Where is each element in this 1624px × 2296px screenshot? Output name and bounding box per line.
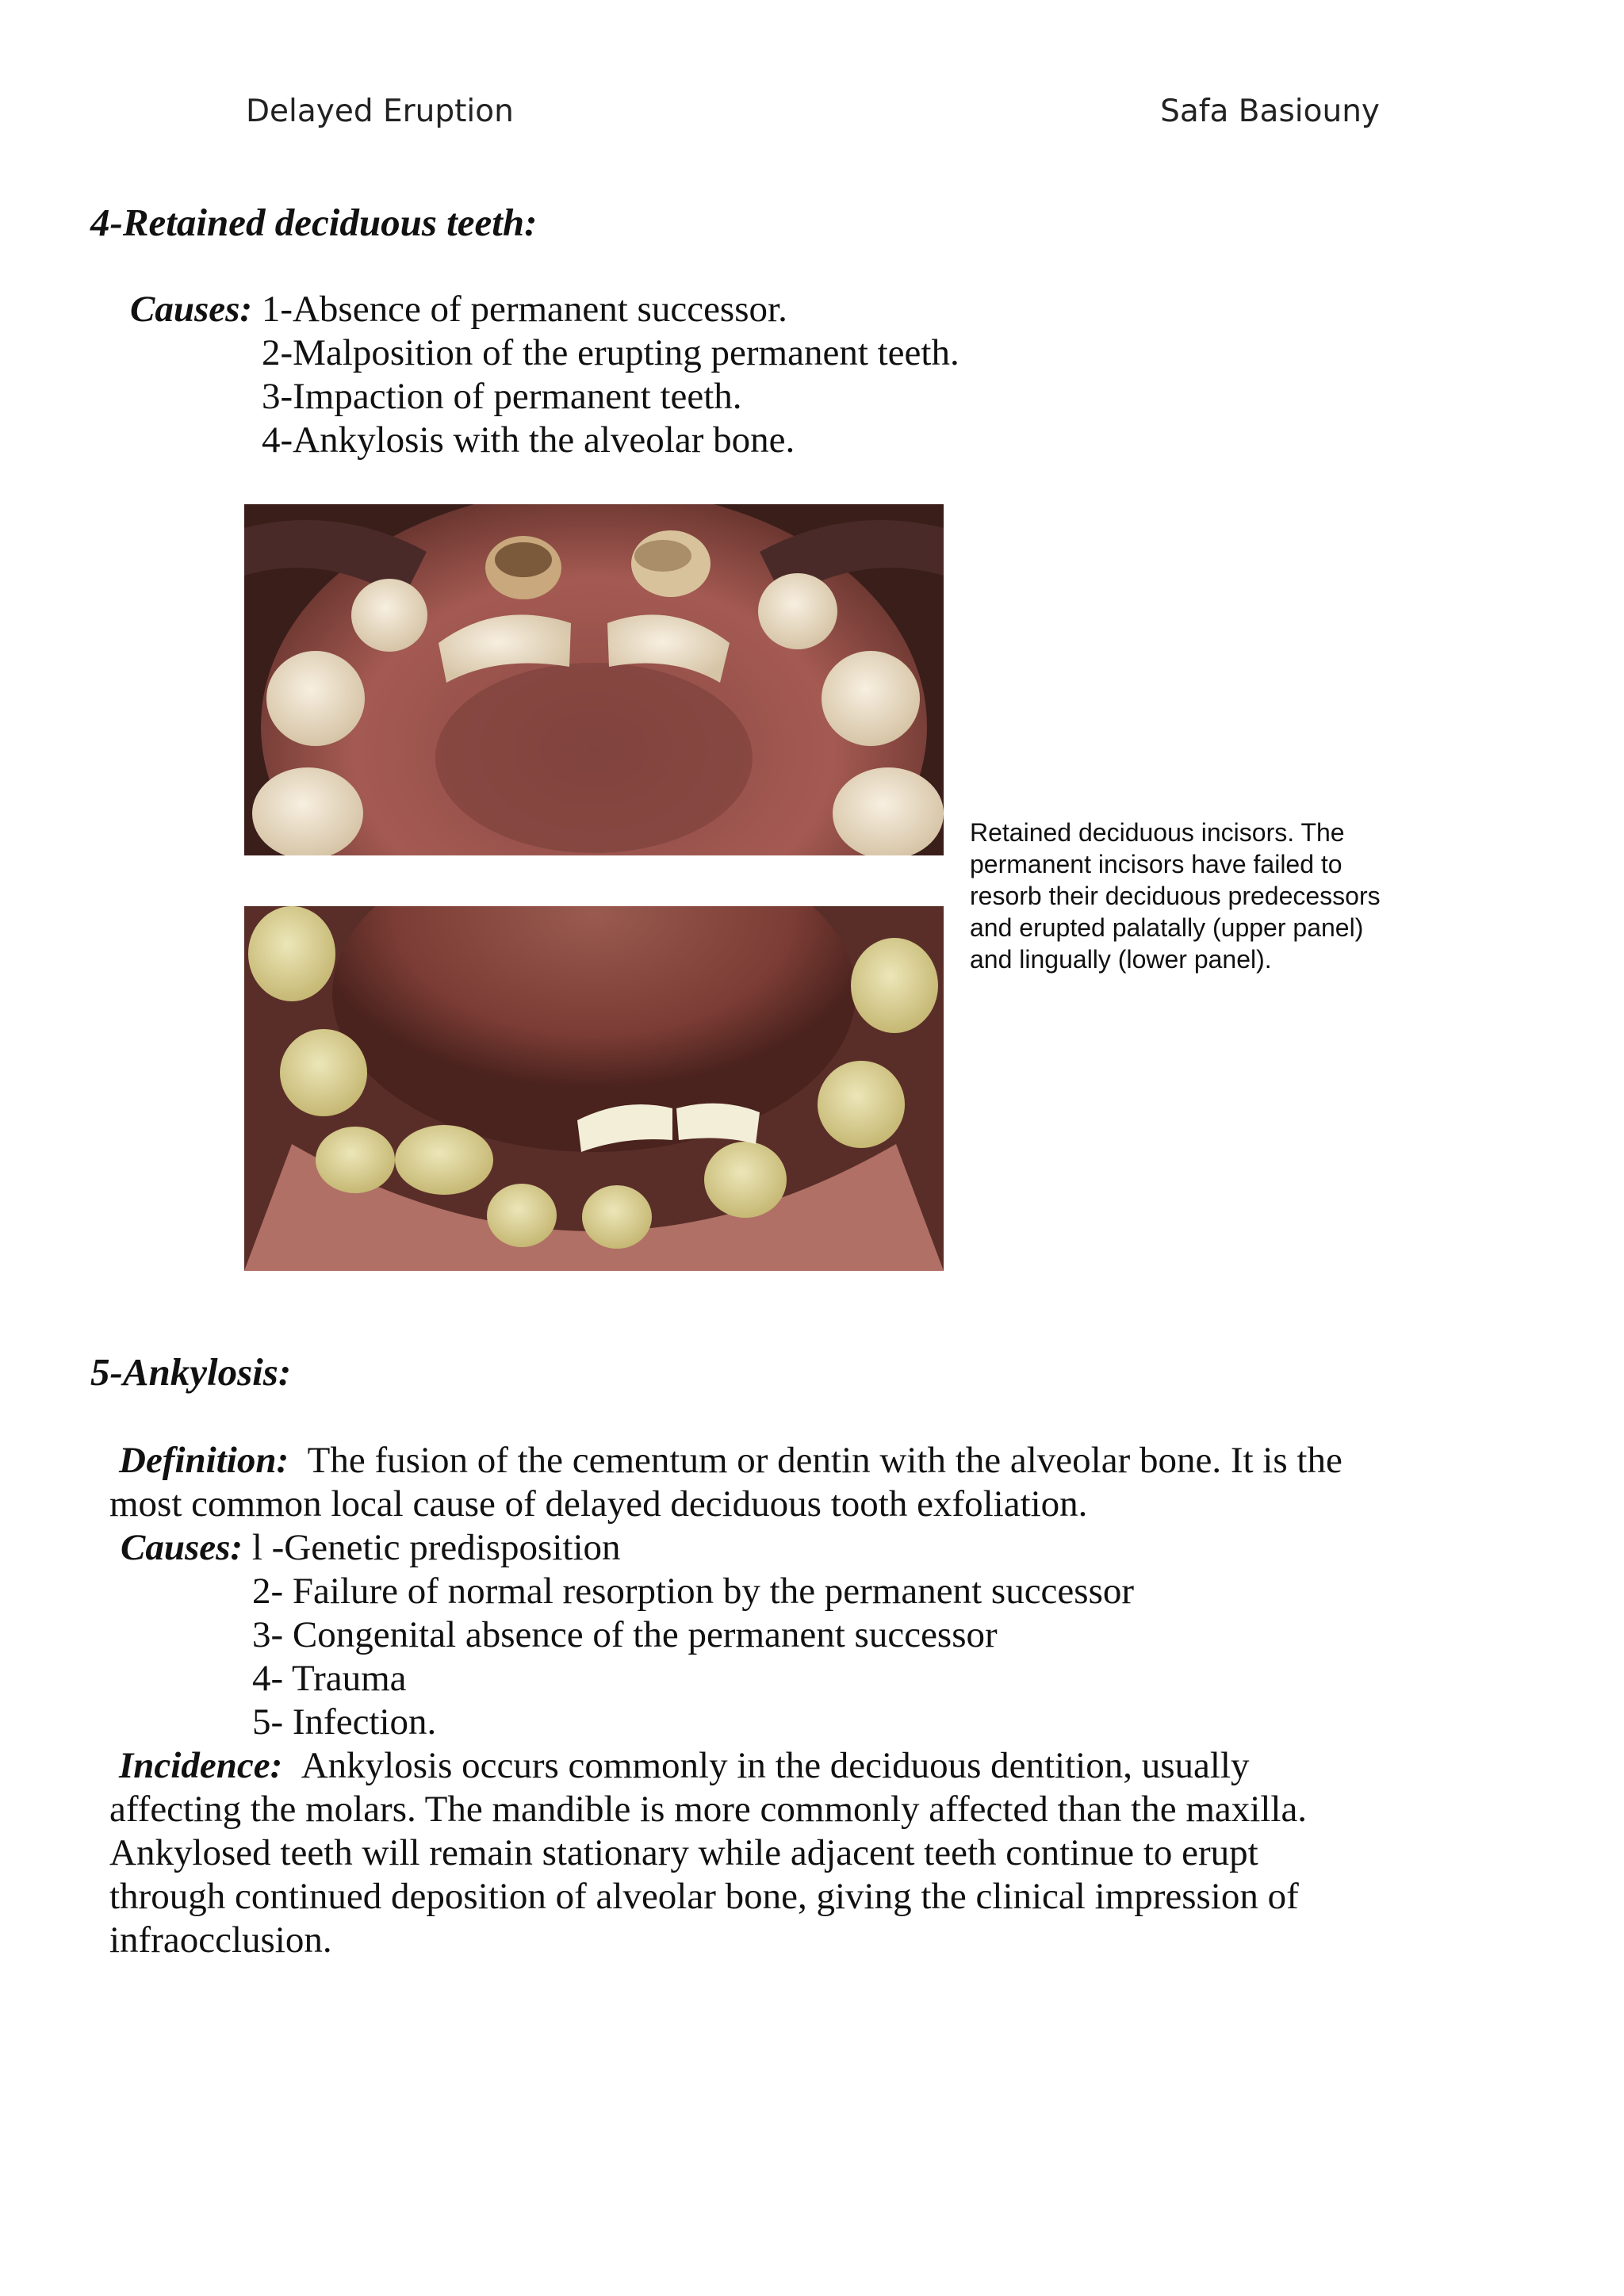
incidence-line-1 [119, 1747, 1249, 1785]
cause-item: 1-Absence of permanent successor. [261, 289, 787, 330]
figure-caption: Retained deciduous incisors. The permanent incisors have failed to resorb their deciduous predecessors and erupted palatally (upper panel) and lingually (lower panel). [970, 818, 1381, 974]
cause-item: 4-Ankylosis with the alveolar bone. [262, 419, 795, 461]
lower-arch-illustration [244, 906, 944, 1271]
incidence-text: Ankylosis occurs commonly in the deciduous dentition, usually [301, 1745, 1250, 1786]
cause-item: 3-Impaction of permanent teeth. [262, 376, 742, 417]
cause-item: 4- Trauma [252, 1658, 407, 1699]
definition-line-1 [119, 1442, 1342, 1479]
definition-label: Definition: [119, 1440, 289, 1481]
cause-item: l -Genetic predisposition [251, 1527, 621, 1568]
cause-item: 2- Failure of normal resorption by the permanent successor [252, 1571, 1135, 1612]
causes-line-1 [130, 291, 787, 328]
cause-item: 3- Congenital absence of the permanent successor [252, 1614, 998, 1655]
cause-item: 2-Malposition of the erupting permanent teeth. [262, 332, 959, 373]
causes-label: Causes: [130, 289, 253, 330]
upper-arch-photo [244, 504, 944, 855]
upper-arch-illustration [244, 504, 944, 855]
running-header-author: Safa Basiouny [1160, 94, 1380, 129]
incidence-label: Incidence: [119, 1745, 283, 1786]
incidence-text: through continued deposition of alveolar bone, giving the clinical impression of [109, 1876, 1299, 1917]
definition-text: most common local cause of delayed deciduous tooth exfoliation. [109, 1483, 1088, 1525]
ankylosis-causes-line-1 [121, 1529, 621, 1567]
section-5-title: 5-Ankylosis: [90, 1350, 292, 1394]
running-header-title: Delayed Eruption [246, 94, 514, 129]
section-4-title: 4-Retained deciduous teeth: [90, 201, 538, 244]
cause-item: 5- Infection. [252, 1701, 437, 1743]
incidence-text: Ankylosed teeth will remain stationary while adjacent teeth continue to erupt [109, 1832, 1258, 1873]
incidence-text: affecting the molars. The mandible is more commonly affected than the maxilla. [109, 1789, 1308, 1830]
lower-arch-photo [244, 906, 944, 1271]
definition-text: The fusion of the cementum or dentin with the alveolar bone. It is the [307, 1440, 1342, 1481]
causes-label: Causes: [121, 1527, 243, 1568]
incidence-text: infraocclusion. [109, 1919, 332, 1961]
